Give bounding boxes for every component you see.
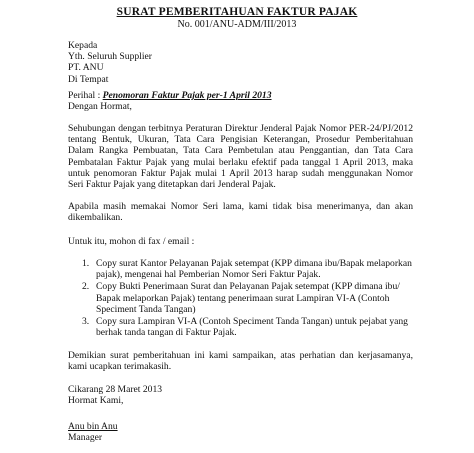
list-item (68, 258, 413, 280)
list-item (68, 281, 413, 315)
list-item-number: 1. (82, 258, 90, 269)
subject-block (68, 90, 408, 112)
recipient-line: Kepada (68, 40, 98, 51)
recipient-line: PT. ANU (68, 62, 104, 74)
signature-salutation: Hormat Kami, (68, 395, 124, 407)
list-intro: Untuk itu, mohon di fax / email : (68, 236, 195, 247)
recipient-block (68, 40, 408, 85)
list-item-number: 2. (82, 281, 90, 293)
body-paragraph-1: Sehubungan dengan terbitnya Peraturan Direktur Jenderal Pajak Nomor PER-24/PJ/2012 tentang Bentuk, Ukuran, Tata Cara Pengisian Keterangan, Prosedur Pemberitahuan Dalam Rangka Pembuatan, Tata Cara Pembetulan atau Penggantian, dan Tata Cara Pembatalan Faktur Pajak yang mulai berlaku efektif pada tanggal 1 April 2013, maka untuk penomoran Faktur Pajak mulai 1 April 2013 harap sudah menggunakan Nomor Seri Faktur Pajak yang ditetapkan dari Jenderal Pajak. (68, 123, 413, 191)
signature-place-date: Cikarang 28 Maret 2013 (68, 384, 163, 395)
recipient-line: Di Tempat (68, 73, 109, 85)
closing-paragraph: Demikian surat pemberitahuan ini kami sampaikan, atas perhatian dan kerjasamanya, kami ucapkan terimakasih. (68, 350, 413, 373)
list-item-text: Copy Bukti Penerimaan Surat dan Pelayanan Pajak setempat (KPP dimana ibu/ Bapak melaporkan Pajak) tentang penerimaan surat Lampiran VI-A (Contoh Speciment Tanda Tangan) (96, 281, 400, 315)
subject-line (68, 90, 408, 101)
greeting: Dengan Hormat, (68, 101, 132, 113)
signatory-block (68, 421, 408, 443)
signatory-position: Manager (68, 432, 103, 444)
signature-block (68, 384, 408, 406)
list-item-number: 3. (82, 316, 90, 328)
list-item-text: Copy sura Lampiran VI-A (Contoh Speciment Tanda Tangan) untuk pejabat yang berhak tanda tangan di Faktur Pajak. (96, 316, 408, 339)
list-item-text: Copy surat Kantor Pelayanan Pajak setempat (KPP dimana ibu/Bapak melaporkan pajak), mengenai hal Pemberian Nomor Seri Faktur Pajak. (96, 258, 412, 281)
signatory-name: Anu bin Anu (68, 421, 118, 432)
subject-text: Penomoran Faktur Pajak per-1 April 2013 (102, 90, 272, 101)
body-paragraph-2: Apabila masih memakai Nomor Seri lama, kami tidak bisa menerimanya, dan akan dikembalikan. (68, 201, 413, 224)
letter-title: SURAT PEMBERITAHUAN FAKTUR PAJAK (116, 6, 358, 18)
requirements-list (68, 258, 413, 339)
recipient-line: Yth. Seluruh Supplier (68, 51, 152, 63)
list-item (68, 316, 413, 338)
subject-label: Perihal : (68, 90, 103, 101)
letter-number: No. 001/ANU-ADM/III/2013 (177, 19, 297, 30)
